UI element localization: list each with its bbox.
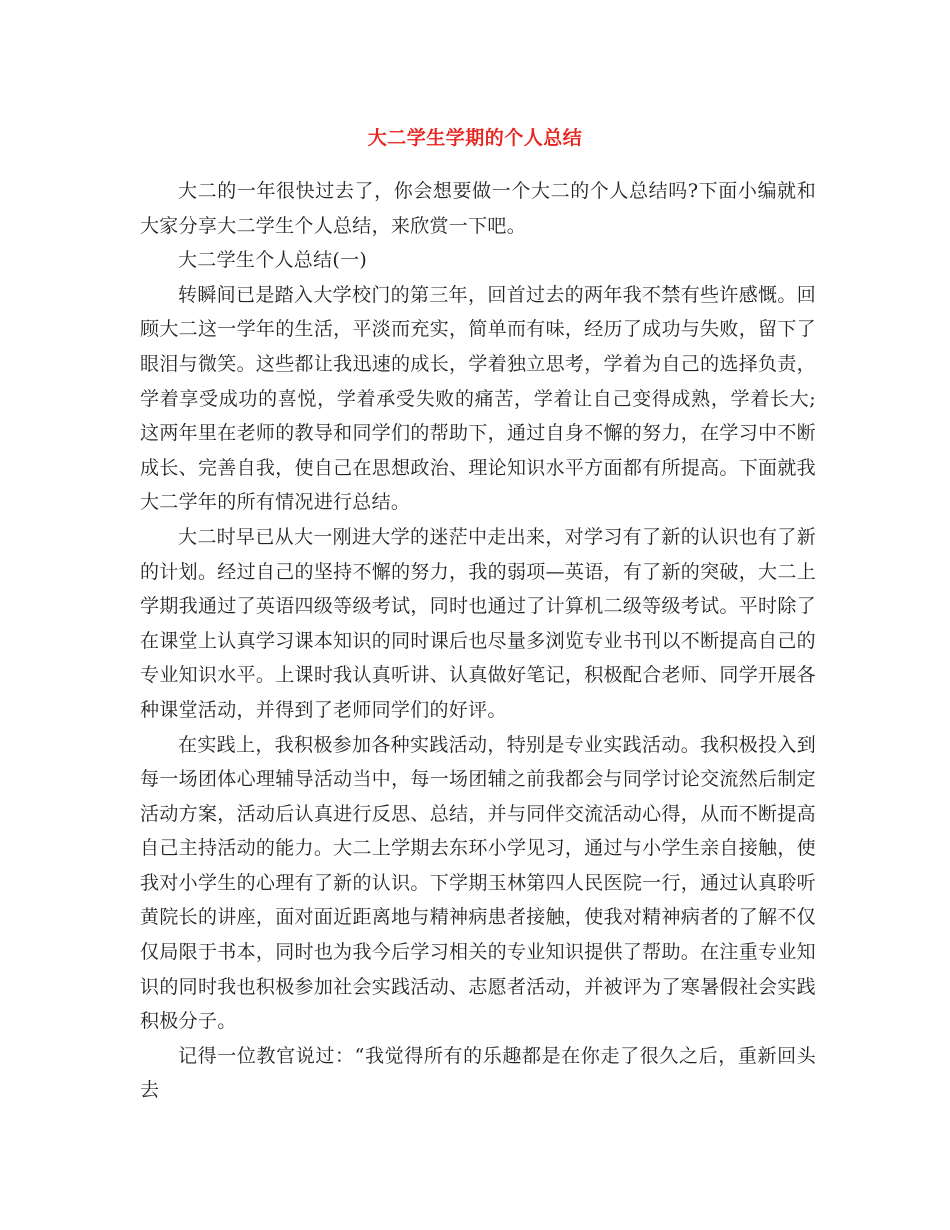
intro-paragraph: 大二的一年很快过去了，你会想要做一个大二的个人总结吗?下面小编就和大家分享大二学生个人总结，来欣赏一下吧。 — [140, 180, 816, 237]
document-title: 大二学生学期的个人总结 — [367, 127, 583, 149]
section-heading: 大二学生个人总结(一) — [178, 249, 368, 272]
body-paragraph: 记得一位教官说过：“我觉得所有的乐趣都是在你走了很久之后，重新回头去 — [140, 1044, 816, 1102]
body-paragraph: 大二时早已从大一刚进大学的迷茫中走出来，对学习有了新的认识也有了新的计划。经过自己的坚持不懈的努力，我的弱项—英语，有了新的突破，大二上学期我通过了英语四级等级考试，同时也通过了计算机二级等级考试。平时除了在课堂上认真学习课本知识的同时课后也尽量多浏览专业书刊以不断提高自己的专业知识水平。上课时我认真听讲、认真做好笔记，积极配合老师、同学开展各种课堂活动，并得到了老师同学们的好评。 — [140, 525, 816, 721]
body-paragraph: 在实践上，我积极参加各种实践活动，特别是专业实践活动。我积极投入到每一场团体心理辅导活动当中，每一场团辅之前我都会与同学讨论交流然后制定活动方案，活动后认真进行反思、总结，并与同伴交流活动心得，从而不断提高自己主持活动的能力。大二上学期去东环小学见习，通过与小学生亲自接触，使我对小学生的心理有了新的认识。下学期玉林第四人民医院一行，通过认真聆听黄院长的讲座，面对面近距离地与精神病患者接触，使我对精神病者的了解不仅仅局限于书本，同时也为我今后学习相关的专业知识提供了帮助。在注重专业知识的同时我也积极参加社会实践活动、志愿者活动，并被评为了寒暑假社会实践积极分子。 — [140, 733, 816, 1033]
body-paragraph: 转瞬间已是踏入大学校门的第三年，回首过去的两年我不禁有些许感慨。回顾大二这一学年的生活，平淡而充实，简单而有味，经历了成功与失败，留下了眼泪与微笑。这些都让我迅速的成长，学着独立思考，学着为自己的选择负责，学着享受成功的喜悦，学着承受失败的痛苦，学着让自己变得成熟，学着长大;这两年里在老师的教导和同学们的帮助下，通过自身不懈的努力，在学习中不断成长、完善自我，使自己在思想政治、理论知识水平方面都有所提高。下面就我大二学年的所有情况进行总结。 — [140, 283, 816, 514]
document-body — [140, 160, 816, 1108]
